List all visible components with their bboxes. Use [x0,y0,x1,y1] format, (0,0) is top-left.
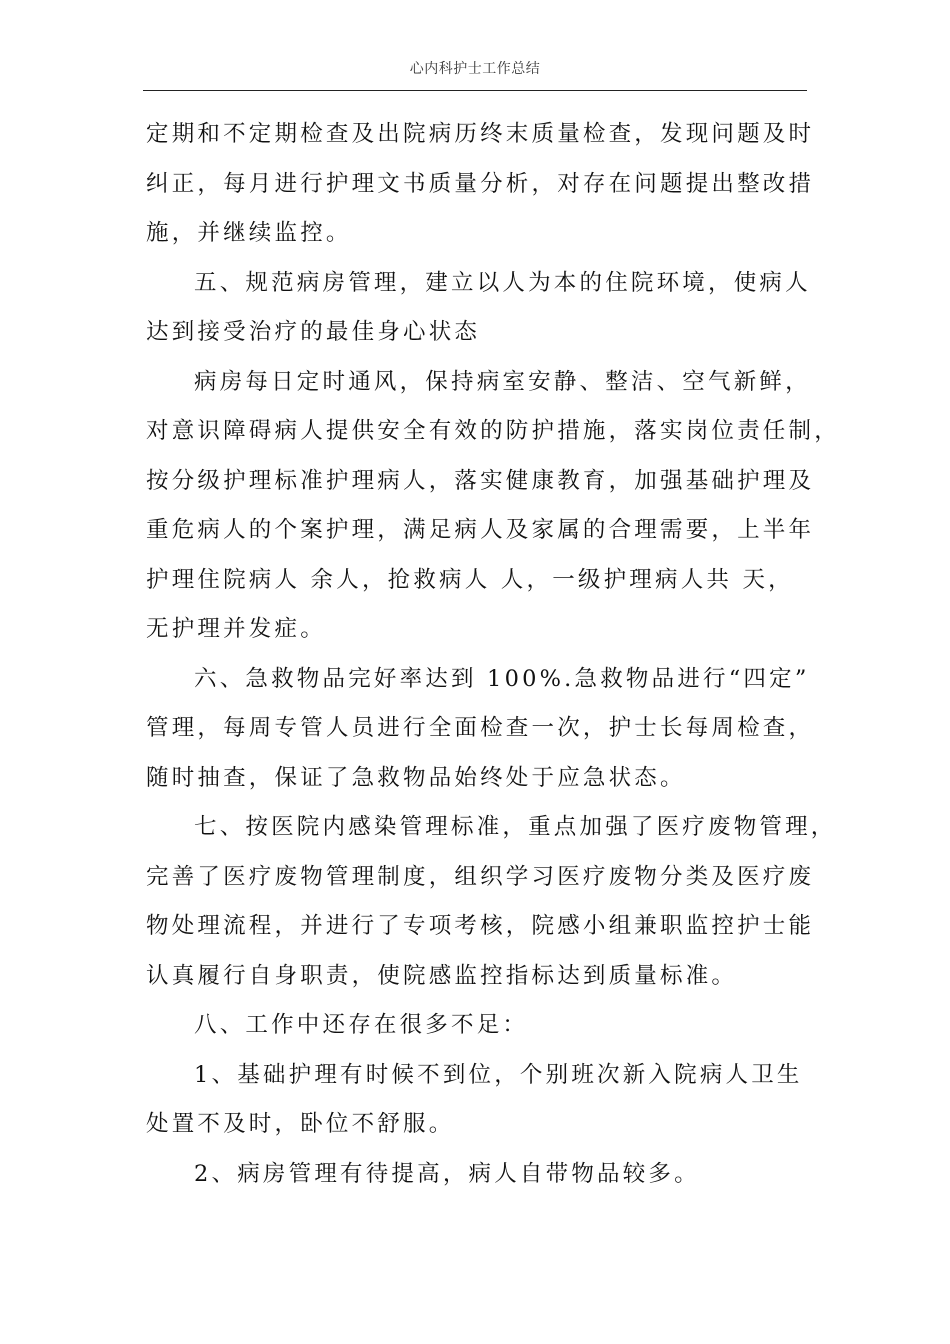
text-line: 随时抽查，保证了急救物品始终处于应急状态。 [146,764,686,791]
text-line: 重危病人的个案护理，满足病人及家属的合理需要，上半年 [146,517,815,543]
paragraph [146,1150,816,1200]
text-line: 施，并继续监控。 [146,220,352,246]
text-line: 按分级护理标准护理病人，落实健康教育，加强基础护理及 [146,467,815,494]
text-line: 1、基础护理有时候不到位，个别班次新入院病人卫生 [194,1061,803,1088]
paragraph [146,1051,816,1150]
text-line: 病房每日定时通风，保持病室安静、整洁、空气新鲜， [194,368,811,395]
text-line: 物处理流程，并进行了专项考核，院感小组兼职监控护士能 [146,913,815,939]
paragraph [146,110,816,259]
header-title: 心内科护士工作总结 [409,61,541,77]
text-line: 护理住院病人 余人，抢救病人 人，一级护理病人共 天， [146,566,794,593]
document-body [146,110,840,1199]
paragraph [146,358,840,655]
text-line: 八、工作中还存在很多不足： [194,1012,529,1038]
text-line: 七、按医院内感染管理标准，重点加强了医疗废物管理， [194,814,837,840]
text-line: 定期和不定期检查及出院病历终末质量检查，发现问题及时 [146,121,815,147]
text-line: 五、规范病房管理，建立以人为本的住院环境，使病人 [194,269,811,296]
paragraph [146,655,816,804]
text-line: 无护理并发症。 [146,616,326,642]
text-line: 2、病房管理有待提高，病人自带物品较多。 [194,1160,700,1187]
page-header [143,50,807,91]
text-line: 处置不及时，卧位不舒服。 [146,1111,455,1137]
text-line: 六、急救物品完好率达到 100%.急救物品进行“四定” [194,665,810,692]
text-line: 认真履行自身职责，使院感监控指标达到质量标准。 [146,962,738,989]
text-line: 达到接受治疗的最佳身心状态 [146,319,481,345]
paragraph [146,1001,816,1051]
paragraph [146,259,816,358]
text-line: 对意识障碍病人提供安全有效的防护措施，落实岗位责任制， [146,418,840,444]
paragraph [146,803,837,1001]
text-line: 完善了医疗废物管理制度，组织学习医疗废物分类及医疗废 [146,863,815,890]
text-line: 纠正，每月进行护理文书质量分析，对存在问题提出整改措 [146,170,815,197]
text-line: 管理，每周专管人员进行全面检查一次，护士长每周检查， [146,715,815,741]
